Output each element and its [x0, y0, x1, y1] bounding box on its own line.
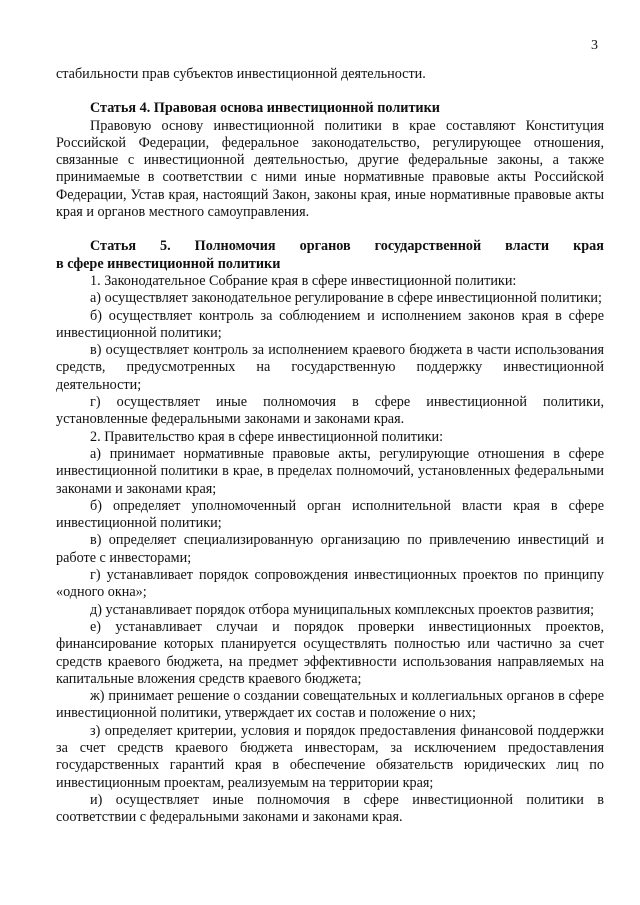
part-1-item-v: в) осуществляет контроль за исполнением краевого бюджета в части использования средств, предусмотренных на государственную поддержку инвестиционной деятельности; [56, 342, 604, 393]
part-1-item-g: г) осуществляет иные полномочия в сфере инвестиционной политики, установленные федеральными законами и законами края. [56, 394, 604, 428]
article-4-title: Статья 4. Правовая основа инвестиционной политики [90, 100, 440, 117]
article-5-title-word: органов [299, 238, 351, 255]
article-5-title-word: Статья [90, 238, 137, 255]
page-number: 3 [591, 38, 598, 53]
part-2-item-a: а) принимает нормативные правовые акты, регулирующие отношения в сфере инвестиционной политики в крае, в пределах полномочий, установленных федеральными законами и законами края; [56, 445, 604, 497]
part-2-item-b: б) определяет уполномоченный орган исполнительной власти края в сфере инвестиционной политики; [56, 497, 604, 532]
article-5-title-word: власти [505, 238, 550, 255]
part-2-item-i: и) осуществляет иные полномочия в сфере инвестиционной политики в соответствии с федеральными законами и законами края. [56, 791, 604, 826]
part-2-intro: 2. Правительство края в сфере инвестиционной политики: [90, 428, 444, 445]
article-4-text: Правовую основу инвестиционной политики в крае составляют Конституция Российской Федерации, федеральное законодательство, регулирующее отношения, связанные с инвестиционной деятельностью, другие федеральные законы, а также принимаемые в соответствии с ними иные нормативные правовые акты Российской Федерации, Устав края, настоящий Закон, законы края, иные нормативные правовые акты края и органов местного самоуправления. [56, 117, 604, 221]
document-body [56, 66, 604, 826]
part-2-item-v: в) определяет специализированную организацию по привлечению инвестиций и работе с инвесторами; [56, 532, 604, 566]
article-5-title-line2: в сфере инвестиционной политики [56, 255, 281, 272]
part-1-item-a: а) осуществляет законодательное регулирование в сфере инвестиционной политики; [90, 290, 602, 307]
article-5-title-word: Полномочия [194, 238, 276, 255]
article-5-title-word: 5. [160, 238, 171, 255]
part-2-item-zh: ж) принимает решение о создании совещательных и коллегиальных органов в сфере инвестиционной политики, утверждает их состав и положение о них; [56, 688, 604, 722]
article-5-title-word: государственной [374, 238, 482, 255]
continuation-paragraph: стабильности прав субъектов инвестиционной деятельности. [56, 66, 426, 82]
part-2-item-g: г) устанавливает порядок сопровождения инвестиционных проектов по принципу «одного окна»; [56, 567, 604, 601]
part-2-item-e: е) устанавливает случаи и порядок проверки инвестиционных проектов, финансирование которых планируется осуществлять полностью или частично за счет средств краевого бюджета, на предмет эффективности использования направляемых на капитальные вложения средств краевого бюджета; [56, 618, 604, 687]
part-1-item-b: б) осуществляет контроль за соблюдением и исполнением законов края в сфере инвестиционной политики; [56, 307, 604, 341]
part-1-intro: 1. Законодательное Собрание края в сфере инвестиционной политики: [90, 272, 517, 289]
article-5-title-word: края [573, 238, 604, 255]
part-2-item-d: д) устанавливает порядок отбора муниципальных комплексных проектов развития; [90, 601, 595, 618]
part-2-item-z: з) определяет критерии, условия и порядок предоставления финансовой поддержки за счет средств краевого бюджета инвесторам, за исключением предоставления государственных гарантий края в обеспечение обязательств юридических лиц по инвестиционным проектам, реализуемым на территории края; [56, 722, 604, 791]
article-5-title [56, 238, 604, 255]
